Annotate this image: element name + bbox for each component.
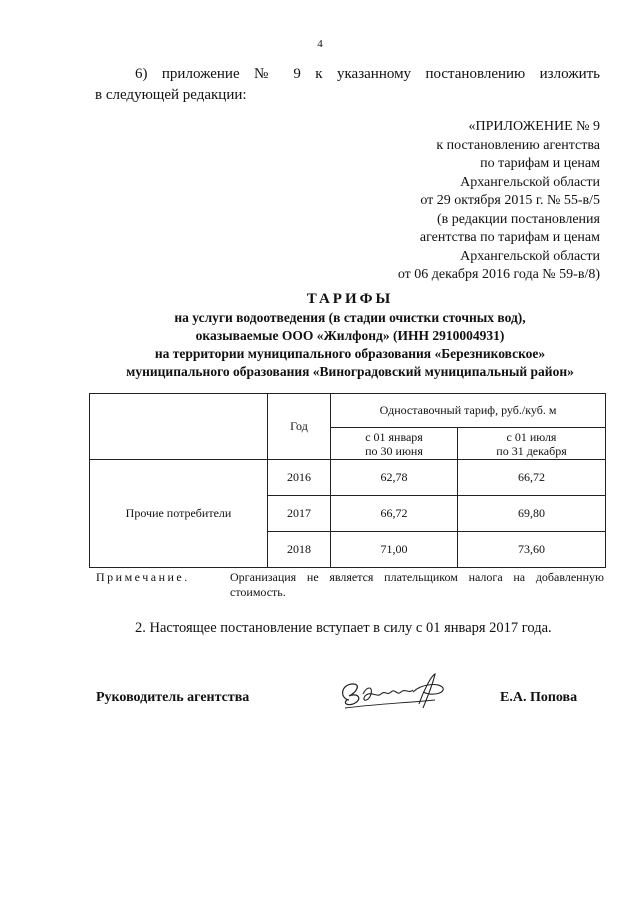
subtitle-line: на услуги водоотведения (в стадии очистки сточных вод), — [174, 310, 526, 325]
header-tariff: Одноставочный тариф, руб./куб. м — [331, 394, 606, 428]
row-tariff-h1: 62,78 — [331, 460, 458, 496]
period-2-to: по 31 декабря — [496, 443, 567, 458]
item-6-line-2: в следующей редакции: — [95, 87, 247, 103]
document-title: ТАРИФЫ — [306, 291, 394, 307]
appendix-line: по тарифам и ценам — [480, 156, 600, 171]
table-row — [90, 460, 606, 496]
row-tariff-h1: 71,00 — [331, 532, 458, 568]
tariff-table — [89, 393, 606, 568]
subtitle-line: на территории муниципального образования «Березниковское» — [154, 346, 546, 361]
row-tariff-h2: 69,80 — [458, 496, 606, 532]
row-year: 2016 — [268, 460, 331, 496]
handwritten-signature — [335, 670, 455, 720]
header-period-1 — [331, 428, 458, 460]
item-6-line-1: 6) приложение № 9 к указанному постановлению изложить — [135, 66, 600, 82]
signatory-title: Руководитель агентства — [96, 690, 250, 705]
document-title-block — [60, 290, 640, 381]
signatory-name: Е.А. Попова — [500, 690, 578, 705]
page-number: 4 — [317, 38, 323, 50]
header-period-2 — [458, 428, 606, 460]
appendix-line: к постановлению агентства — [436, 137, 600, 153]
period-1-to: по 30 июня — [365, 443, 423, 458]
row-tariff-h1: 66,72 — [331, 496, 458, 532]
period-2-from: с 01 июля — [506, 429, 557, 444]
appendix-line: от 29 октября 2015 г. № 55-в/5 — [420, 193, 600, 208]
appendix-header — [330, 118, 600, 285]
row-tariff-h2: 66,72 — [458, 460, 606, 496]
row-year: 2018 — [268, 532, 331, 568]
appendix-line: Архангельской области — [460, 248, 600, 264]
consumer-category: Прочие потребители — [90, 460, 268, 568]
subtitle-line: муниципального образования «Виноградовский муниципальный район» — [126, 364, 574, 379]
appendix-line: от 06 декабря 2016 года № 59-в/8) — [397, 267, 600, 282]
header-empty-cell — [90, 394, 268, 460]
item-2-paragraph: 2. Настоящее постановление вступает в силу с 01 января 2017 года. — [135, 620, 552, 636]
row-tariff-h2: 73,60 — [458, 532, 606, 568]
period-1-from: с 01 января — [365, 429, 423, 444]
item-6-paragraph — [95, 64, 600, 106]
note-text-line-1: Организация не является плательщиком налога на добавленную — [230, 570, 604, 584]
appendix-line: «ПРИЛОЖЕНИЕ № 9 — [468, 119, 600, 134]
note-text-line-2: стоимость. — [230, 585, 286, 599]
appendix-line: Архангельской области — [460, 174, 600, 190]
header-year: Год — [268, 394, 331, 460]
appendix-line: агентства по тарифам и ценам — [419, 230, 600, 245]
appendix-line: (в редакции постановления — [436, 211, 600, 227]
subtitle-line: оказываемые ООО «Жилфонд» (ИНН 2910004931) — [195, 328, 505, 343]
note-label: Примечание. — [96, 570, 190, 584]
row-year: 2017 — [268, 496, 331, 532]
